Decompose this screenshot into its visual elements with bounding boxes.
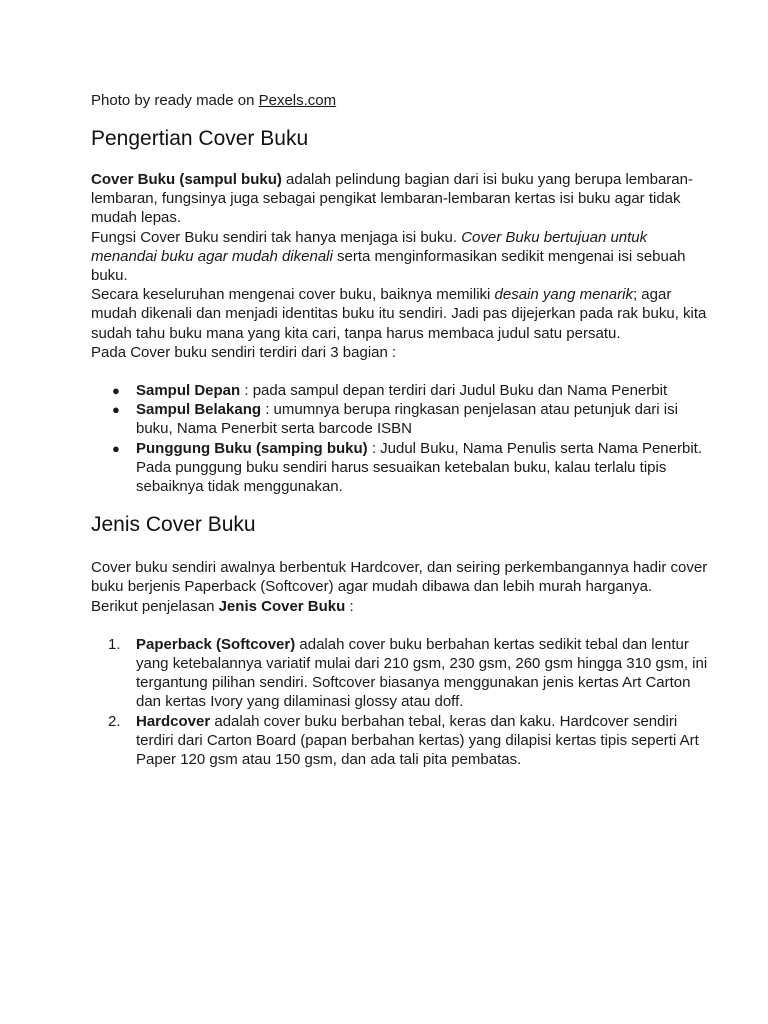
heading-jenis: Jenis Cover Buku [91,513,256,537]
paragraph-history: Cover buku sendiri awalnya berbentuk Hardcover, dan seiring perkembangannya hadir cover buku berjenis Paperback (Softcover) agar mudah dibawa dan lebih murah harganya. [91,559,708,596]
photo-credit [91,91,708,110]
bullet-icon: ● [112,383,120,399]
cover-types-list [91,635,708,769]
list-item: ● Punggung Buku (samping buku) : Judul Buku, Nama Penulis serta Nama Penerbit. Pada punggung buku sendiri harus sesuaikan ketebalan buku, kalau terlalu tipis sebaiknya tidak menggunakan. [112,439,702,496]
pexels-link[interactable]: Pexels.com [258,92,337,109]
list-number: 1. [108,635,121,653]
bullet-icon: ● [112,402,120,418]
term-cover-buku: Cover Buku (sampul buku) [91,171,282,188]
paragraph-overview: Secara keseluruhan mengenai cover buku, baiknya memiliki desain yang menarik; agar mudah dikenali dan menjadi identitas buku itu sendiri. Jadi pas dijejerkan pada rak buku, kita sudah tahu buku mana yang kita cari, tanpa harus membaca judul satu persatu. [91,286,707,342]
paragraph-definition: Cover Buku (sampul buku) adalah pelindung bagian dari isi buku yang berupa lembaran-lembaran, fungsinya juga sebagai pengikat lembaran-lembaran kertas isi buku agar tidak mudah lepas. [91,171,693,227]
cover-parts-list [91,381,708,496]
emphasis-design: desain yang menarik [494,286,633,304]
photo-credit-text: Photo by ready made on [91,92,259,109]
heading-pengertian: Pengertian Cover Buku [91,127,309,150]
term-jenis-cover: Jenis Cover Buku [218,597,346,615]
list-item: 1. Paperback (Softcover) adalah cover buku berbahan kertas sedikit tebal dan lentur yang ketebalannya variatif mulai dari 210 gsm, 230 gsm, 260 gsm hingga 310 gsm, ini tergantung pilihan sendiri. Softcover biasanya menggunakan jenis kertas Art Carton dan kertas Ivory yang dilaminasi glossy atau doff. [108,635,708,711]
paragraph-parts-intro: Pada Cover buku sendiri terdiri dari 3 bagian : [91,343,397,361]
emphasis-purpose: Cover Buku bertujuan untuk menandai buku agar mudah dikenali [91,228,648,265]
paragraph-function: Fungsi Cover Buku sendiri tak hanya menjaga isi buku. Cover Buku bertujuan untuk menandai buku agar mudah dikenali serta menginformasikan sedikit mengenai isi sebuah buku. [91,228,686,285]
list-item: 2. Hardcover adalah cover buku berbahan tebal, keras dan kaku. Hardcover sendiri terdiri dari Carton Board (papan berbahan kertas) yang dilapisi kertas tipis seperti Art Paper 120 gsm atau 150 gsm, dan ada tali pita pembatas. [108,712,699,769]
list-item: ● Sampul Belakang : umumnya berupa ringkasan penjelasan atau petunjuk dari isi buku, Nama Penerbit serta barcode ISBN [112,401,678,438]
bullet-icon: ● [112,440,120,456]
list-number: 2. [108,712,121,730]
paragraph-types-intro: Berikut penjelasan Jenis Cover Buku : [91,597,354,615]
list-item: ● Sampul Depan : pada sampul depan terdiri dari Judul Buku dan Nama Penerbit [112,382,668,400]
